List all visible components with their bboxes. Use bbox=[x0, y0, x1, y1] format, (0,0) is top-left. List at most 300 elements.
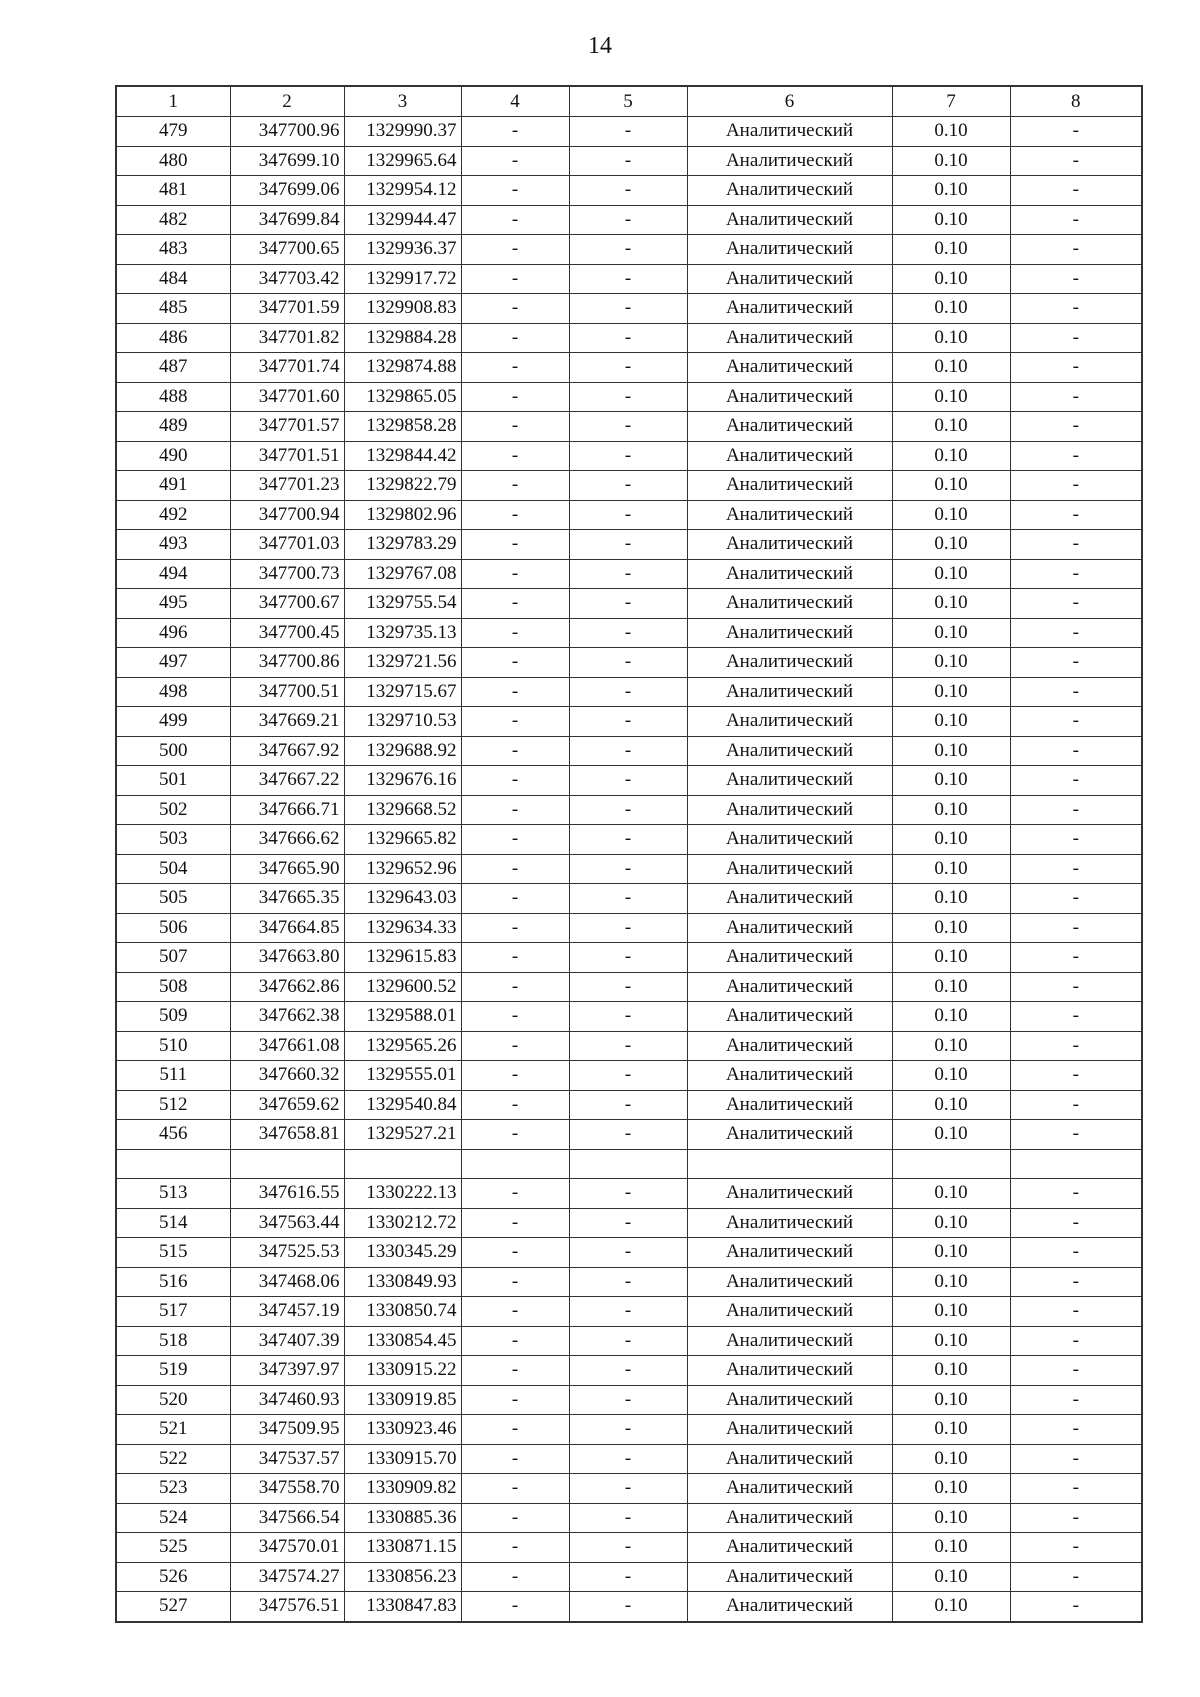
table-cell-col-2: 347574.27 bbox=[230, 1562, 344, 1592]
table-cell-col-4: - bbox=[461, 1002, 569, 1032]
table-row bbox=[116, 1002, 1142, 1032]
table-row bbox=[116, 1533, 1142, 1563]
table-cell-col-1: 500 bbox=[116, 736, 230, 766]
table-cell-col-2: 347700.67 bbox=[230, 589, 344, 619]
table-cell-col-2: 347659.62 bbox=[230, 1090, 344, 1120]
table-cell-col-7: 0.10 bbox=[892, 795, 1010, 825]
table-cell-col-3: 1330885.36 bbox=[344, 1503, 461, 1533]
table-cell-col-4: - bbox=[461, 235, 569, 265]
table-cell-col-7: 0.10 bbox=[892, 972, 1010, 1002]
table-cell-col-7: 0.10 bbox=[892, 1238, 1010, 1268]
table-cell-col-2: 347700.65 bbox=[230, 235, 344, 265]
table-cell-col-6: Аналитический bbox=[687, 1297, 892, 1327]
table-cell-col-6: Аналитический bbox=[687, 1326, 892, 1356]
table-cell-col-4 bbox=[461, 1149, 569, 1179]
table-cell-col-5: - bbox=[569, 1326, 687, 1356]
table-cell-col-5: - bbox=[569, 500, 687, 530]
table-cell-col-8: - bbox=[1010, 884, 1142, 914]
table-cell-col-6: Аналитический bbox=[687, 884, 892, 914]
table-cell-col-2: 347468.06 bbox=[230, 1267, 344, 1297]
table-cell-col-7: 0.10 bbox=[892, 1090, 1010, 1120]
table-cell-col-8: - bbox=[1010, 559, 1142, 589]
table-cell-col-7: 0.10 bbox=[892, 825, 1010, 855]
table-cell-col-5: - bbox=[569, 972, 687, 1002]
table-cell-col-1: 496 bbox=[116, 618, 230, 648]
table-cell-col-2: 347700.51 bbox=[230, 677, 344, 707]
table-cell-col-1: 523 bbox=[116, 1474, 230, 1504]
table-cell-col-4: - bbox=[461, 854, 569, 884]
table-cell-col-2: 347660.32 bbox=[230, 1061, 344, 1091]
table-cell-col-3: 1329688.92 bbox=[344, 736, 461, 766]
table-cell-col-3: 1329600.52 bbox=[344, 972, 461, 1002]
table-row bbox=[116, 471, 1142, 501]
table-row bbox=[116, 1061, 1142, 1091]
table-cell-col-6: Аналитический bbox=[687, 441, 892, 471]
table-cell-col-4: - bbox=[461, 294, 569, 324]
table-cell-col-5: - bbox=[569, 736, 687, 766]
table-cell-col-4: - bbox=[461, 825, 569, 855]
table-cell-col-4: - bbox=[461, 1533, 569, 1563]
table-cell-col-1: 501 bbox=[116, 766, 230, 796]
table-cell-col-3: 1329676.16 bbox=[344, 766, 461, 796]
table-cell-col-7: 0.10 bbox=[892, 412, 1010, 442]
table-cell-col-7: 0.10 bbox=[892, 884, 1010, 914]
table-row bbox=[116, 1415, 1142, 1445]
table-cell-col-3: 1330915.22 bbox=[344, 1356, 461, 1386]
table-cell-col-8: - bbox=[1010, 1208, 1142, 1238]
table-cell-col-6: Аналитический bbox=[687, 1031, 892, 1061]
table-cell-col-5: - bbox=[569, 1238, 687, 1268]
table-cell-col-4: - bbox=[461, 264, 569, 294]
table-row bbox=[116, 1503, 1142, 1533]
table-cell-col-2: 347662.38 bbox=[230, 1002, 344, 1032]
table-cell-col-4: - bbox=[461, 441, 569, 471]
table-cell-col-3: 1330850.74 bbox=[344, 1297, 461, 1327]
table-cell-col-4: - bbox=[461, 1356, 569, 1386]
table-cell-col-7: 0.10 bbox=[892, 1385, 1010, 1415]
table-cell-col-2: 347407.39 bbox=[230, 1326, 344, 1356]
page-number: 14 bbox=[588, 33, 612, 59]
table-cell-col-4: - bbox=[461, 1415, 569, 1445]
table-cell-col-8: - bbox=[1010, 1297, 1142, 1327]
table-cell-col-2: 347665.90 bbox=[230, 854, 344, 884]
table-cell-col-4: - bbox=[461, 618, 569, 648]
table-cell-col-5: - bbox=[569, 353, 687, 383]
table-cell-col-7: 0.10 bbox=[892, 736, 1010, 766]
table-cell-col-4: - bbox=[461, 353, 569, 383]
table-cell-col-8: - bbox=[1010, 854, 1142, 884]
table-cell-col-5: - bbox=[569, 707, 687, 737]
table-cell-col-3: 1330923.46 bbox=[344, 1415, 461, 1445]
table-cell-col-2: 347701.74 bbox=[230, 353, 344, 383]
table-row bbox=[116, 1297, 1142, 1327]
table-cell-col-5: - bbox=[569, 825, 687, 855]
table-cell-col-1: 521 bbox=[116, 1415, 230, 1445]
table-cell-col-1: 518 bbox=[116, 1326, 230, 1356]
table-row bbox=[116, 795, 1142, 825]
table-cell-col-1: 519 bbox=[116, 1356, 230, 1386]
header-cell-2: 2 bbox=[230, 86, 344, 117]
table-cell-col-6: Аналитический bbox=[687, 736, 892, 766]
table-cell-col-2: 347663.80 bbox=[230, 943, 344, 973]
table-cell-col-1: 522 bbox=[116, 1444, 230, 1474]
table-row bbox=[116, 1326, 1142, 1356]
table-cell-col-3: 1329634.33 bbox=[344, 913, 461, 943]
table-cell-col-1: 487 bbox=[116, 353, 230, 383]
table-cell-col-5: - bbox=[569, 530, 687, 560]
table-cell-col-4: - bbox=[461, 1120, 569, 1150]
table-cell-col-1: 526 bbox=[116, 1562, 230, 1592]
header-cell-5: 5 bbox=[569, 86, 687, 117]
table-cell-col-8: - bbox=[1010, 264, 1142, 294]
table-cell-col-2: 347700.96 bbox=[230, 117, 344, 147]
table-row bbox=[116, 1120, 1142, 1150]
table-row bbox=[116, 972, 1142, 1002]
table-cell-col-4: - bbox=[461, 736, 569, 766]
table-row bbox=[116, 530, 1142, 560]
table-cell-col-8: - bbox=[1010, 353, 1142, 383]
table-cell-col-8: - bbox=[1010, 1090, 1142, 1120]
table-cell-col-5: - bbox=[569, 1002, 687, 1032]
table-cell-col-8: - bbox=[1010, 1326, 1142, 1356]
table-cell-col-7: 0.10 bbox=[892, 176, 1010, 206]
table-cell-col-1: 479 bbox=[116, 117, 230, 147]
table-cell-col-8: - bbox=[1010, 1415, 1142, 1445]
table-cell-col-2: 347658.81 bbox=[230, 1120, 344, 1150]
table-cell-col-6: Аналитический bbox=[687, 854, 892, 884]
table-cell-col-7: 0.10 bbox=[892, 559, 1010, 589]
table-cell-col-3: 1329884.28 bbox=[344, 323, 461, 353]
header-row bbox=[116, 86, 1142, 117]
table-cell-col-4: - bbox=[461, 1385, 569, 1415]
table-cell-col-5: - bbox=[569, 589, 687, 619]
table-row bbox=[116, 559, 1142, 589]
header-cell-1: 1 bbox=[116, 86, 230, 117]
table-cell-col-5: - bbox=[569, 884, 687, 914]
table-cell-col-4: - bbox=[461, 1444, 569, 1474]
table-cell-col-8: - bbox=[1010, 323, 1142, 353]
table-cell-col-1: 489 bbox=[116, 412, 230, 442]
table-cell-col-8: - bbox=[1010, 1267, 1142, 1297]
table-cell-col-7: 0.10 bbox=[892, 1356, 1010, 1386]
table-cell-col-6: Аналитический bbox=[687, 1533, 892, 1563]
table-row bbox=[116, 412, 1142, 442]
table-cell-col-3: 1329944.47 bbox=[344, 205, 461, 235]
table-cell-col-6: Аналитический bbox=[687, 677, 892, 707]
table-cell-col-6: Аналитический bbox=[687, 943, 892, 973]
table-cell-col-3: 1329858.28 bbox=[344, 412, 461, 442]
table-cell-col-1: 525 bbox=[116, 1533, 230, 1563]
table-cell-col-6: Аналитический bbox=[687, 1208, 892, 1238]
table-cell-col-7: 0.10 bbox=[892, 1444, 1010, 1474]
table-cell-col-2: 347701.59 bbox=[230, 294, 344, 324]
table-cell-col-4: - bbox=[461, 559, 569, 589]
table-cell-col-3: 1329710.53 bbox=[344, 707, 461, 737]
table-cell-col-1: 497 bbox=[116, 648, 230, 678]
table-cell-col-7: 0.10 bbox=[892, 943, 1010, 973]
table-cell-col-6: Аналитический bbox=[687, 500, 892, 530]
table-cell-col-8: - bbox=[1010, 1356, 1142, 1386]
table-cell-col-4: - bbox=[461, 1503, 569, 1533]
table-cell-col-2: 347662.86 bbox=[230, 972, 344, 1002]
table-cell-col-3: 1329527.21 bbox=[344, 1120, 461, 1150]
table-cell-col-7: 0.10 bbox=[892, 1297, 1010, 1327]
table-cell-col-3: 1329908.83 bbox=[344, 294, 461, 324]
header-cell-6: 6 bbox=[687, 86, 892, 117]
table-row bbox=[116, 943, 1142, 973]
table-cell-col-7: 0.10 bbox=[892, 1031, 1010, 1061]
table-cell-col-7: 0.10 bbox=[892, 1267, 1010, 1297]
table-cell-col-4: - bbox=[461, 412, 569, 442]
table-cell-col-4: - bbox=[461, 205, 569, 235]
table-cell-col-2: 347397.97 bbox=[230, 1356, 344, 1386]
table-cell-col-5: - bbox=[569, 795, 687, 825]
table-cell-col-6: Аналитический bbox=[687, 1415, 892, 1445]
table-cell-col-6: Аналитический bbox=[687, 1444, 892, 1474]
table-cell-col-2: 347701.51 bbox=[230, 441, 344, 471]
table-cell-col-1: 520 bbox=[116, 1385, 230, 1415]
table-cell-col-5: - bbox=[569, 1415, 687, 1445]
table-cell-col-6: Аналитический bbox=[687, 766, 892, 796]
table-cell-col-4: - bbox=[461, 382, 569, 412]
table-cell-col-2: 347664.85 bbox=[230, 913, 344, 943]
table-cell-col-2: 347666.62 bbox=[230, 825, 344, 855]
table-cell-col-8: - bbox=[1010, 707, 1142, 737]
table-cell-col-1: 507 bbox=[116, 943, 230, 973]
table-cell-col-6: Аналитический bbox=[687, 264, 892, 294]
table-cell-col-5: - bbox=[569, 1208, 687, 1238]
table-cell-col-7: 0.10 bbox=[892, 530, 1010, 560]
table-cell-col-8: - bbox=[1010, 1031, 1142, 1061]
table-cell-col-1: 504 bbox=[116, 854, 230, 884]
table-cell-col-3: 1329767.08 bbox=[344, 559, 461, 589]
table-cell-col-2: 347665.35 bbox=[230, 884, 344, 914]
table-cell-col-3: 1329936.37 bbox=[344, 235, 461, 265]
table-cell-col-4: - bbox=[461, 943, 569, 973]
table-cell-col-5: - bbox=[569, 441, 687, 471]
table-row bbox=[116, 1385, 1142, 1415]
table-cell-col-7: 0.10 bbox=[892, 294, 1010, 324]
table-cell-col-3: 1330919.85 bbox=[344, 1385, 461, 1415]
table-cell-col-5: - bbox=[569, 677, 687, 707]
table-cell-col-7 bbox=[892, 1149, 1010, 1179]
table-row bbox=[116, 1444, 1142, 1474]
table-row bbox=[116, 589, 1142, 619]
table-cell-col-5: - bbox=[569, 382, 687, 412]
table-cell-col-3: 1329665.82 bbox=[344, 825, 461, 855]
table-cell-col-6: Аналитический bbox=[687, 559, 892, 589]
table-cell-col-1: 513 bbox=[116, 1179, 230, 1209]
table-cell-col-4: - bbox=[461, 530, 569, 560]
table-cell-col-2: 347700.73 bbox=[230, 559, 344, 589]
table-cell-col-1: 509 bbox=[116, 1002, 230, 1032]
table-cell-col-8: - bbox=[1010, 766, 1142, 796]
table-row bbox=[116, 1474, 1142, 1504]
table-cell-col-3: 1329917.72 bbox=[344, 264, 461, 294]
table-cell-col-1: 524 bbox=[116, 1503, 230, 1533]
table-cell-col-8: - bbox=[1010, 677, 1142, 707]
table-cell-col-2: 347576.51 bbox=[230, 1592, 344, 1622]
table-row bbox=[116, 1179, 1142, 1209]
table-cell-col-6: Аналитический bbox=[687, 1061, 892, 1091]
table-cell-col-8: - bbox=[1010, 589, 1142, 619]
table-cell-col-2: 347525.53 bbox=[230, 1238, 344, 1268]
table-cell-col-7: 0.10 bbox=[892, 382, 1010, 412]
table-cell-col-6: Аналитический bbox=[687, 353, 892, 383]
table-cell-col-5: - bbox=[569, 943, 687, 973]
table-cell-col-1: 486 bbox=[116, 323, 230, 353]
table-cell-col-2: 347661.08 bbox=[230, 1031, 344, 1061]
table-cell-col-5: - bbox=[569, 412, 687, 442]
table-row bbox=[116, 235, 1142, 265]
table-cell-col-4: - bbox=[461, 1326, 569, 1356]
table-cell-col-6: Аналитический bbox=[687, 323, 892, 353]
table-cell-col-4: - bbox=[461, 589, 569, 619]
table-cell-col-7: 0.10 bbox=[892, 323, 1010, 353]
header-cell-7: 7 bbox=[892, 86, 1010, 117]
table-cell-col-3: 1329555.01 bbox=[344, 1061, 461, 1091]
table-cell-col-1: 515 bbox=[116, 1238, 230, 1268]
table-cell-col-3: 1330849.93 bbox=[344, 1267, 461, 1297]
table-cell-col-3: 1329865.05 bbox=[344, 382, 461, 412]
table-cell-col-8: - bbox=[1010, 913, 1142, 943]
table-cell-col-5: - bbox=[569, 1356, 687, 1386]
table-cell-col-8: - bbox=[1010, 972, 1142, 1002]
table-cell-col-1: 490 bbox=[116, 441, 230, 471]
table-cell-col-6: Аналитический bbox=[687, 1562, 892, 1592]
table-cell-col-3: 1330871.15 bbox=[344, 1533, 461, 1563]
table-row bbox=[116, 677, 1142, 707]
table-cell-col-5: - bbox=[569, 559, 687, 589]
table-cell-col-2: 347558.70 bbox=[230, 1474, 344, 1504]
table-cell-col-3: 1329755.54 bbox=[344, 589, 461, 619]
table-cell-col-4: - bbox=[461, 1238, 569, 1268]
table-cell-col-7: 0.10 bbox=[892, 1474, 1010, 1504]
table-cell-col-4: - bbox=[461, 913, 569, 943]
table-cell-col-3: 1330854.45 bbox=[344, 1326, 461, 1356]
table-header bbox=[116, 86, 1142, 117]
table-cell-col-5: - bbox=[569, 1385, 687, 1415]
table-cell-col-6: Аналитический bbox=[687, 1267, 892, 1297]
table-cell-col-4: - bbox=[461, 766, 569, 796]
table-cell-col-7: 0.10 bbox=[892, 1503, 1010, 1533]
table-cell-col-4: - bbox=[461, 1090, 569, 1120]
table-cell-col-3: 1329652.96 bbox=[344, 854, 461, 884]
table-cell-col-1: 498 bbox=[116, 677, 230, 707]
table-cell-col-7: 0.10 bbox=[892, 1179, 1010, 1209]
coordinates-table-container bbox=[115, 85, 1141, 1623]
table-row bbox=[116, 176, 1142, 206]
table-cell-col-4: - bbox=[461, 1061, 569, 1091]
table-cell-col-5: - bbox=[569, 471, 687, 501]
table-cell-col-3: 1329588.01 bbox=[344, 1002, 461, 1032]
table-cell-col-5: - bbox=[569, 1592, 687, 1622]
table-row bbox=[116, 618, 1142, 648]
table-cell-col-5: - bbox=[569, 235, 687, 265]
table-cell-col-1: 481 bbox=[116, 176, 230, 206]
table-cell-col-4: - bbox=[461, 1474, 569, 1504]
table-cell-col-4: - bbox=[461, 117, 569, 147]
table-cell-col-1: 499 bbox=[116, 707, 230, 737]
table-cell-col-5: - bbox=[569, 1179, 687, 1209]
table-cell-col-2: 347699.84 bbox=[230, 205, 344, 235]
table-cell-col-8: - bbox=[1010, 441, 1142, 471]
table-cell-col-8: - bbox=[1010, 1503, 1142, 1533]
table-cell-col-6: Аналитический bbox=[687, 235, 892, 265]
table-row bbox=[116, 353, 1142, 383]
table-cell-col-7: 0.10 bbox=[892, 766, 1010, 796]
table-cell-col-6: Аналитический bbox=[687, 382, 892, 412]
table-cell-col-6: Аналитический bbox=[687, 1356, 892, 1386]
table-cell-col-4: - bbox=[461, 1031, 569, 1061]
table-cell-col-8: - bbox=[1010, 294, 1142, 324]
table-cell-col-5: - bbox=[569, 648, 687, 678]
table-cell-col-4: - bbox=[461, 707, 569, 737]
table-cell-col-1: 480 bbox=[116, 146, 230, 176]
table-cell-col-3: 1329954.12 bbox=[344, 176, 461, 206]
table-cell-col-4: - bbox=[461, 677, 569, 707]
table-cell-col-3: 1329735.13 bbox=[344, 618, 461, 648]
table-cell-col-6: Аналитический bbox=[687, 1474, 892, 1504]
table-cell-col-3: 1329822.79 bbox=[344, 471, 461, 501]
table-cell-col-1: 495 bbox=[116, 589, 230, 619]
table-cell-col-4: - bbox=[461, 972, 569, 1002]
table-cell-col-3: 1329783.29 bbox=[344, 530, 461, 560]
table-cell-col-1 bbox=[116, 1149, 230, 1179]
table-cell-col-6: Аналитический bbox=[687, 825, 892, 855]
table-cell-col-5: - bbox=[569, 854, 687, 884]
table-cell-col-3: 1330222.13 bbox=[344, 1179, 461, 1209]
table-cell-col-2 bbox=[230, 1149, 344, 1179]
table-cell-col-6: Аналитический bbox=[687, 589, 892, 619]
table-cell-col-6: Аналитический bbox=[687, 795, 892, 825]
table-cell-col-3: 1329668.52 bbox=[344, 795, 461, 825]
table-cell-col-7: 0.10 bbox=[892, 1562, 1010, 1592]
table-cell-col-7: 0.10 bbox=[892, 1061, 1010, 1091]
table-cell-col-6: Аналитический bbox=[687, 1385, 892, 1415]
table-cell-col-5: - bbox=[569, 1503, 687, 1533]
table-cell-col-2: 347699.06 bbox=[230, 176, 344, 206]
table-cell-col-1: 493 bbox=[116, 530, 230, 560]
table-cell-col-3: 1329565.26 bbox=[344, 1031, 461, 1061]
table-cell-col-3: 1330847.83 bbox=[344, 1592, 461, 1622]
table-cell-col-7: 0.10 bbox=[892, 707, 1010, 737]
table-cell-col-6 bbox=[687, 1149, 892, 1179]
table-cell-col-7: 0.10 bbox=[892, 1415, 1010, 1445]
table-cell-col-7: 0.10 bbox=[892, 677, 1010, 707]
table-cell-col-2: 347537.57 bbox=[230, 1444, 344, 1474]
table-row bbox=[116, 1356, 1142, 1386]
table-cell-col-2: 347700.94 bbox=[230, 500, 344, 530]
table-cell-col-8: - bbox=[1010, 471, 1142, 501]
table-cell-col-5: - bbox=[569, 294, 687, 324]
table-row bbox=[116, 146, 1142, 176]
table-row bbox=[116, 1562, 1142, 1592]
table-row bbox=[116, 117, 1142, 147]
table-row bbox=[116, 264, 1142, 294]
table-cell-col-1: 483 bbox=[116, 235, 230, 265]
table-cell-col-1: 484 bbox=[116, 264, 230, 294]
table-cell-col-4: - bbox=[461, 795, 569, 825]
table-cell-col-3: 1329802.96 bbox=[344, 500, 461, 530]
table-cell-col-7: 0.10 bbox=[892, 441, 1010, 471]
table-cell-col-4: - bbox=[461, 1592, 569, 1622]
table-cell-col-4: - bbox=[461, 471, 569, 501]
table-cell-col-4: - bbox=[461, 146, 569, 176]
table-cell-col-6: Аналитический bbox=[687, 972, 892, 1002]
table-row bbox=[116, 913, 1142, 943]
table-cell-col-4: - bbox=[461, 884, 569, 914]
